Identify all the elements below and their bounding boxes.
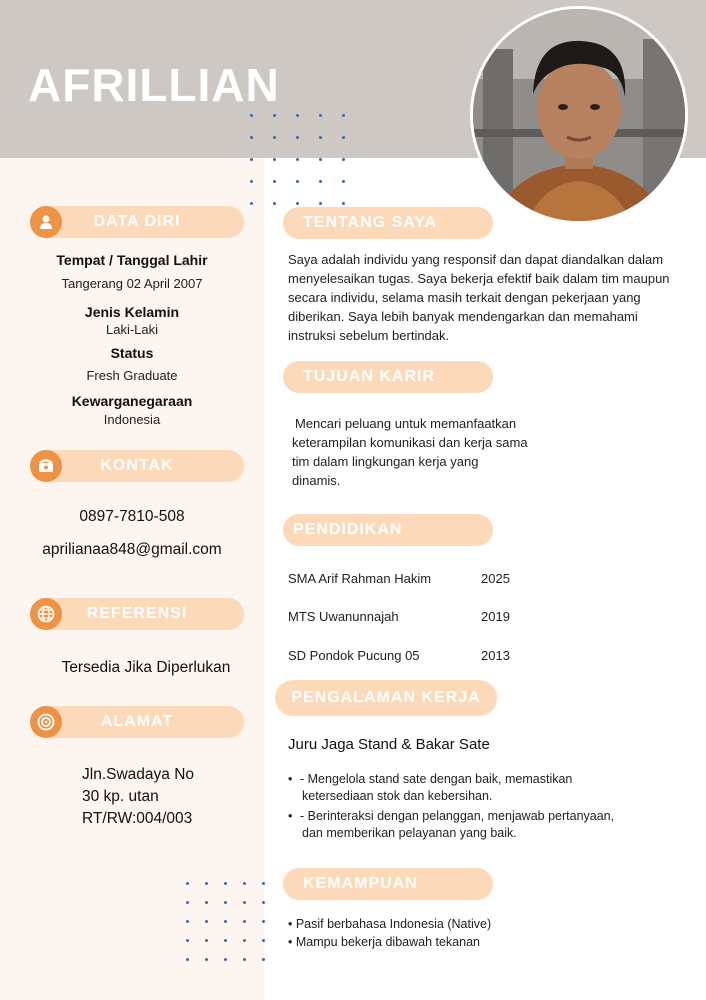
- education-year: 2019: [481, 609, 510, 624]
- education-row: [288, 648, 528, 663]
- citizenship-value: Indonesia: [103, 412, 161, 427]
- section-header-pendidikan: PENDIDIKAN: [283, 514, 493, 546]
- education-school: MTS Uwanunnajah: [288, 609, 399, 624]
- section-header-tujuan-karir: TUJUAN KARIR: [283, 361, 493, 393]
- section-header-kontak: KONTAK: [30, 450, 244, 482]
- gender-value: Laki-Laki: [105, 322, 159, 337]
- section-header-referensi: REFERENSI: [30, 598, 244, 630]
- experience-bullet: • - Mengelola stand sate dengan baik, memastikan ketersediaan stok dan kebersihan.: [288, 772, 573, 803]
- birth-label: Tempat / Tanggal Lahir: [56, 252, 208, 268]
- experience-bullet: • - Berinteraksi dengan pelanggan, menjawab pertanyaan, dan memberikan pelayanan yang baik.: [288, 809, 615, 840]
- decorative-dots-bottom: [186, 882, 266, 962]
- address-line-2: 30 kp. utan: [82, 788, 159, 805]
- target-icon: [30, 706, 62, 738]
- job-title: Juru Jaga Stand & Bakar Sate: [288, 736, 490, 753]
- decorative-dots-top: [250, 114, 350, 209]
- education-row: [288, 571, 528, 586]
- email-address: aprilianaa848@gmail.com: [42, 541, 222, 558]
- reference-text: Tersedia Jika Diperlukan: [61, 659, 231, 676]
- phone-number: 0897-7810-508: [79, 508, 185, 525]
- address-line-1: Jln.Swadaya No: [82, 766, 195, 783]
- education-year: 2013: [481, 648, 510, 663]
- gender-label: Jenis Kelamin: [84, 304, 180, 320]
- section-header-tentang-saya: TENTANG SAYA: [283, 207, 493, 239]
- skill-item: • Mampu bekerja dibawah tekanan: [288, 935, 480, 949]
- about-text: Saya adalah individu yang responsif dan dapat diandalkan dalam menyelesaikan tugas. Saya bekerja efektif baik dalam tim maupun secara individu, selama masih terkait dengan pekerjaan yang diberikan. Saya lebih banyak mendengarkan dan memahami instruksi sebelum bertindak.: [288, 252, 670, 343]
- education-school: SMA Arif Rahman Hakim: [288, 571, 432, 586]
- citizenship-label: Kewarganegaraan: [71, 393, 193, 409]
- skill-item: • Pasif berbahasa Indonesia (Native): [288, 917, 492, 931]
- education-school: SD Pondok Pucung 05: [288, 648, 420, 663]
- section-header-alamat: ALAMAT: [30, 706, 244, 738]
- address-line-3: RT/RW:004/003: [82, 810, 193, 827]
- education-year: 2025: [481, 571, 510, 586]
- section-header-pengalaman-kerja: PENGALAMAN KERJA: [275, 680, 497, 716]
- status-label: Status: [110, 345, 154, 361]
- section-header-kemampuan: KEMAMPUAN: [283, 868, 493, 900]
- education-row: [288, 609, 528, 624]
- profile-photo: [470, 6, 688, 224]
- person-icon: [30, 206, 62, 238]
- birth-value: Tangerang 02 April 2007: [61, 276, 203, 291]
- candidate-name: AFRILLIAN: [28, 59, 280, 111]
- career-text: Mencari peluang untuk memanfaatkan keterampilan komunikasi dan kerja sama tim dalam lingkungan kerja yang dinamis.: [292, 416, 528, 488]
- status-value: Fresh Graduate: [86, 368, 178, 383]
- globe-icon: [30, 598, 62, 630]
- phone-icon: [30, 450, 62, 482]
- section-header-data-diri: DATA DIRI: [30, 206, 244, 238]
